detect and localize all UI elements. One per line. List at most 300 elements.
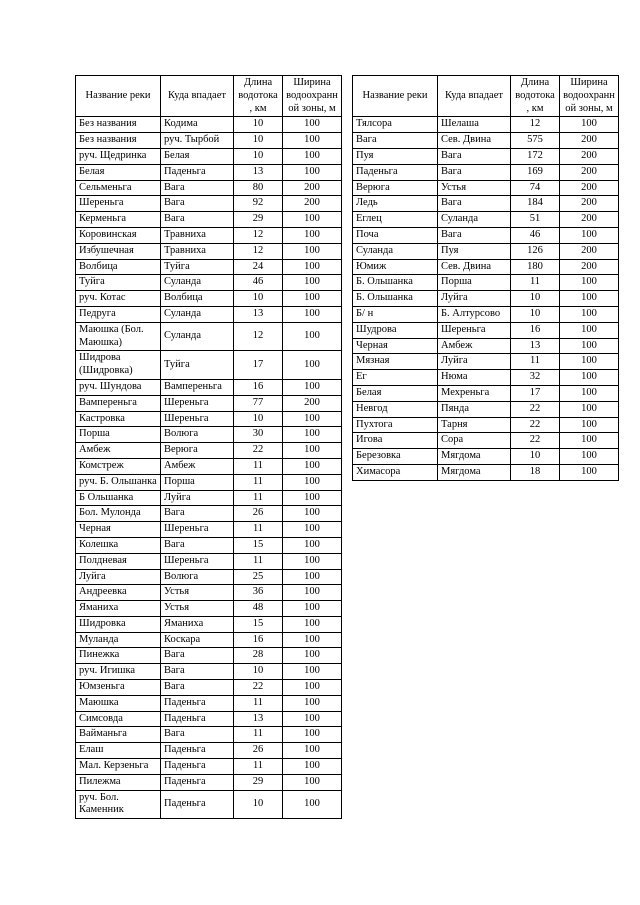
table-row [76, 306, 342, 322]
table-row [76, 759, 342, 775]
table-row [76, 458, 342, 474]
zone-width-cell: 100 [283, 632, 342, 648]
river-name-cell: Паденьга [353, 164, 438, 180]
river-name-cell: Тялсора [353, 117, 438, 133]
flows-into-cell: Вага [161, 648, 234, 664]
river-name-cell: Игова [353, 433, 438, 449]
river-name-cell: Без названия [76, 117, 161, 133]
flows-into-cell: Шереньга [161, 522, 234, 538]
length-cell: 22 [511, 401, 560, 417]
zone-width-cell: 100 [560, 306, 619, 322]
river-name-cell: Юмиж [353, 259, 438, 275]
flows-into-cell: Вага [161, 537, 234, 553]
table-row [76, 411, 342, 427]
zone-width-cell: 100 [560, 385, 619, 401]
table-row [76, 275, 342, 291]
table-row [76, 243, 342, 259]
zone-width-cell: 100 [560, 291, 619, 307]
flows-into-cell: Сев. Двина [438, 259, 511, 275]
zone-width-cell: 100 [283, 664, 342, 680]
flows-into-cell: Белая [161, 148, 234, 164]
table-row [76, 180, 342, 196]
zone-width-cell: 100 [283, 243, 342, 259]
table-row [76, 632, 342, 648]
zone-width-cell: 100 [283, 601, 342, 617]
table-row [353, 322, 619, 338]
river-name-cell: Белая [76, 164, 161, 180]
table-row [353, 164, 619, 180]
river-name-cell: Поча [353, 227, 438, 243]
flows-into-cell: Паденьга [161, 790, 234, 819]
flows-into-cell: Травниха [161, 227, 234, 243]
length-cell: 10 [234, 117, 283, 133]
table-row [76, 148, 342, 164]
zone-width-cell: 100 [283, 743, 342, 759]
flows-into-cell: Паденьга [161, 774, 234, 790]
flows-into-cell: Паденьга [161, 695, 234, 711]
river-name-cell: Амбеж [76, 443, 161, 459]
column-header: Ширина водоохранной зоны, м [560, 76, 619, 117]
table-row [76, 553, 342, 569]
zone-width-cell: 200 [560, 133, 619, 149]
zone-width-cell: 100 [283, 680, 342, 696]
length-cell: 92 [234, 196, 283, 212]
flows-into-cell: Вага [161, 727, 234, 743]
river-name-cell: Химасора [353, 464, 438, 480]
table-row [353, 291, 619, 307]
length-cell: 10 [234, 664, 283, 680]
zone-width-cell: 100 [283, 585, 342, 601]
flows-into-cell: Вага [161, 664, 234, 680]
zone-width-cell: 100 [283, 427, 342, 443]
length-cell: 74 [511, 180, 560, 196]
length-cell: 10 [511, 291, 560, 307]
flows-into-cell: Паденьга [161, 759, 234, 775]
length-cell: 51 [511, 212, 560, 228]
zone-width-cell: 100 [283, 379, 342, 395]
length-cell: 22 [234, 443, 283, 459]
zone-width-cell: 100 [283, 458, 342, 474]
river-name-cell: Березовка [353, 449, 438, 465]
length-cell: 10 [234, 148, 283, 164]
flows-into-cell: Волюга [161, 427, 234, 443]
zone-width-cell: 100 [560, 275, 619, 291]
river-name-cell: Шереньга [76, 196, 161, 212]
length-cell: 24 [234, 259, 283, 275]
river-name-cell: руч. Щедринка [76, 148, 161, 164]
flows-into-cell: Устья [161, 585, 234, 601]
length-cell: 25 [234, 569, 283, 585]
table-row [76, 395, 342, 411]
flows-into-cell: Мехреньга [438, 385, 511, 401]
length-cell: 10 [234, 411, 283, 427]
length-cell: 17 [234, 351, 283, 380]
table-row [76, 585, 342, 601]
river-name-cell: Б/ н [353, 306, 438, 322]
river-name-cell: Суланда [353, 243, 438, 259]
rivers-table-right [352, 75, 619, 481]
zone-width-cell: 100 [283, 164, 342, 180]
length-cell: 575 [511, 133, 560, 149]
table-row [353, 370, 619, 386]
length-cell: 10 [234, 133, 283, 149]
column-header: Ширина водоохранной зоны, м [283, 76, 342, 117]
flows-into-cell: Верюга [161, 443, 234, 459]
length-cell: 169 [511, 164, 560, 180]
length-cell: 80 [234, 180, 283, 196]
zone-width-cell: 100 [283, 727, 342, 743]
zone-width-cell: 100 [560, 322, 619, 338]
flows-into-cell: руч. Тырбой [161, 133, 234, 149]
table-row [76, 490, 342, 506]
flows-into-cell: Шереньга [438, 322, 511, 338]
zone-width-cell: 100 [283, 648, 342, 664]
river-name-cell: Шидрова (Шидровка) [76, 351, 161, 380]
flows-into-cell: Амбеж [161, 458, 234, 474]
table-row [76, 322, 342, 351]
length-cell: 184 [511, 196, 560, 212]
table-row [76, 648, 342, 664]
zone-width-cell: 100 [283, 695, 342, 711]
flows-into-cell: Паденьга [161, 164, 234, 180]
flows-into-cell: Коскара [161, 632, 234, 648]
length-cell: 13 [511, 338, 560, 354]
zone-width-cell: 100 [283, 227, 342, 243]
length-cell: 16 [234, 632, 283, 648]
river-name-cell: Луйга [76, 569, 161, 585]
table-row [76, 443, 342, 459]
table-row [353, 180, 619, 196]
length-cell: 36 [234, 585, 283, 601]
flows-into-cell: Устья [438, 180, 511, 196]
flows-into-cell: Мягдома [438, 464, 511, 480]
zone-width-cell: 100 [283, 351, 342, 380]
flows-into-cell: Луйга [438, 291, 511, 307]
table-row [353, 401, 619, 417]
river-name-cell: Ег [353, 370, 438, 386]
length-cell: 29 [234, 774, 283, 790]
zone-width-cell: 100 [283, 212, 342, 228]
river-name-cell: Мал. Керзеньга [76, 759, 161, 775]
zone-width-cell: 100 [283, 506, 342, 522]
table-row [76, 743, 342, 759]
length-cell: 28 [234, 648, 283, 664]
flows-into-cell: Сев. Двина [438, 133, 511, 149]
zone-width-cell: 100 [283, 259, 342, 275]
flows-into-cell: Суланда [161, 306, 234, 322]
table-row [76, 774, 342, 790]
table-row [353, 117, 619, 133]
zone-width-cell: 100 [283, 490, 342, 506]
header-row [353, 76, 619, 117]
flows-into-cell: Нюма [438, 370, 511, 386]
table-row [76, 695, 342, 711]
zone-width-cell: 100 [283, 774, 342, 790]
column-header: Название реки [353, 76, 438, 117]
river-name-cell: Мязная [353, 354, 438, 370]
zone-width-cell: 100 [283, 306, 342, 322]
flows-into-cell: Вага [438, 164, 511, 180]
zone-width-cell: 200 [560, 148, 619, 164]
table-row [76, 537, 342, 553]
river-name-cell: руч. Игишка [76, 664, 161, 680]
flows-into-cell: Травниха [161, 243, 234, 259]
river-name-cell: Избушечная [76, 243, 161, 259]
length-cell: 13 [234, 711, 283, 727]
table-row [353, 433, 619, 449]
river-name-cell: Порша [76, 427, 161, 443]
table-row [76, 291, 342, 307]
zone-width-cell: 100 [283, 553, 342, 569]
flows-into-cell: Вага [438, 227, 511, 243]
length-cell: 180 [511, 259, 560, 275]
table-row [76, 522, 342, 538]
zone-width-cell: 100 [283, 759, 342, 775]
table-row [76, 616, 342, 632]
table-row [353, 243, 619, 259]
river-name-cell: Ледь [353, 196, 438, 212]
length-cell: 10 [234, 790, 283, 819]
length-cell: 46 [511, 227, 560, 243]
length-cell: 11 [234, 490, 283, 506]
flows-into-cell: Сора [438, 433, 511, 449]
zone-width-cell: 100 [283, 117, 342, 133]
river-name-cell: Колешка [76, 537, 161, 553]
length-cell: 13 [234, 164, 283, 180]
flows-into-cell: Суланда [438, 212, 511, 228]
zone-width-cell: 100 [283, 443, 342, 459]
length-cell: 26 [234, 506, 283, 522]
river-name-cell: Бол. Мулонда [76, 506, 161, 522]
flows-into-cell: Луйга [161, 490, 234, 506]
table-row [76, 569, 342, 585]
length-cell: 172 [511, 148, 560, 164]
rivers-table-left [75, 75, 342, 819]
table-row [76, 680, 342, 696]
table-row [76, 259, 342, 275]
table-row [353, 385, 619, 401]
length-cell: 15 [234, 616, 283, 632]
flows-into-cell: Шелаша [438, 117, 511, 133]
river-name-cell: Шудрова [353, 322, 438, 338]
length-cell: 11 [234, 553, 283, 569]
river-name-cell: Шидровка [76, 616, 161, 632]
length-cell: 18 [511, 464, 560, 480]
flows-into-cell: Луйга [438, 354, 511, 370]
length-cell: 11 [234, 759, 283, 775]
length-cell: 11 [234, 522, 283, 538]
table-row [76, 506, 342, 522]
flows-into-cell: Волюга [161, 569, 234, 585]
table-row [353, 338, 619, 354]
zone-width-cell: 100 [560, 433, 619, 449]
river-name-cell: Комстреж [76, 458, 161, 474]
zone-width-cell: 100 [560, 417, 619, 433]
river-name-cell: Еглец [353, 212, 438, 228]
river-name-cell: руч. Б. Ольшанка [76, 474, 161, 490]
zone-width-cell: 100 [560, 449, 619, 465]
river-name-cell: Черная [76, 522, 161, 538]
flows-into-cell: Мягдома [438, 449, 511, 465]
river-name-cell: Пуя [353, 148, 438, 164]
flows-into-cell: Тарня [438, 417, 511, 433]
length-cell: 16 [234, 379, 283, 395]
flows-into-cell: Порша [438, 275, 511, 291]
river-name-cell: Без названия [76, 133, 161, 149]
table-row [76, 196, 342, 212]
table-row [76, 727, 342, 743]
river-name-cell: Вага [353, 133, 438, 149]
zone-width-cell: 200 [560, 212, 619, 228]
zone-width-cell: 100 [283, 291, 342, 307]
table-row [76, 601, 342, 617]
table-row [353, 227, 619, 243]
table-row [353, 417, 619, 433]
zone-width-cell: 100 [560, 370, 619, 386]
length-cell: 32 [511, 370, 560, 386]
table-row [353, 133, 619, 149]
flows-into-cell: Шереньга [161, 553, 234, 569]
length-cell: 11 [511, 275, 560, 291]
river-name-cell: Пилежма [76, 774, 161, 790]
river-name-cell: Маюшка [76, 695, 161, 711]
table-row [353, 306, 619, 322]
table-row [353, 259, 619, 275]
length-cell: 77 [234, 395, 283, 411]
flows-into-cell: Паденьга [161, 743, 234, 759]
zone-width-cell: 100 [283, 790, 342, 819]
river-name-cell: Сельменьга [76, 180, 161, 196]
flows-into-cell: Вага [161, 196, 234, 212]
zone-width-cell: 200 [560, 164, 619, 180]
river-name-cell: Верюга [353, 180, 438, 196]
flows-into-cell: Паденьга [161, 711, 234, 727]
length-cell: 22 [511, 433, 560, 449]
river-name-cell: Муланда [76, 632, 161, 648]
flows-into-cell: Суланда [161, 322, 234, 351]
zone-width-cell: 200 [283, 395, 342, 411]
river-name-cell: Маюшка (Бол. Маюшка) [76, 322, 161, 351]
length-cell: 15 [234, 537, 283, 553]
zone-width-cell: 200 [560, 259, 619, 275]
length-cell: 11 [234, 474, 283, 490]
zone-width-cell: 100 [283, 275, 342, 291]
zone-width-cell: 100 [283, 522, 342, 538]
zone-width-cell: 100 [283, 616, 342, 632]
river-name-cell: Б. Ольшанка [353, 291, 438, 307]
flows-into-cell: Пянда [438, 401, 511, 417]
table-row [353, 148, 619, 164]
length-cell: 30 [234, 427, 283, 443]
river-name-cell: Полдневая [76, 553, 161, 569]
length-cell: 11 [511, 354, 560, 370]
river-name-cell: руч. Бол. Каменник [76, 790, 161, 819]
river-name-cell: Волбица [76, 259, 161, 275]
length-cell: 29 [234, 212, 283, 228]
table-row [76, 164, 342, 180]
river-name-cell: Невгод [353, 401, 438, 417]
flows-into-cell: Волбица [161, 291, 234, 307]
flows-into-cell: Вага [161, 212, 234, 228]
flows-into-cell: Вага [438, 196, 511, 212]
river-name-cell: руч. Котас [76, 291, 161, 307]
length-cell: 48 [234, 601, 283, 617]
flows-into-cell: Б. Алтурсово [438, 306, 511, 322]
zone-width-cell: 200 [560, 196, 619, 212]
flows-into-cell: Шереньга [161, 411, 234, 427]
zone-width-cell: 100 [283, 411, 342, 427]
table-row [353, 464, 619, 480]
table-row [353, 196, 619, 212]
river-name-cell: Андреевка [76, 585, 161, 601]
zone-width-cell: 100 [560, 117, 619, 133]
table-row [76, 427, 342, 443]
river-name-cell: Керменьга [76, 212, 161, 228]
river-name-cell: Туйга [76, 275, 161, 291]
zone-width-cell: 100 [560, 227, 619, 243]
length-cell: 11 [234, 727, 283, 743]
zone-width-cell: 100 [283, 537, 342, 553]
length-cell: 11 [234, 695, 283, 711]
river-name-cell: Пухтога [353, 417, 438, 433]
flows-into-cell: Шереньга [161, 395, 234, 411]
flows-into-cell: Амбеж [438, 338, 511, 354]
length-cell: 17 [511, 385, 560, 401]
river-name-cell: Елаш [76, 743, 161, 759]
flows-into-cell: Кодима [161, 117, 234, 133]
table-row [76, 227, 342, 243]
zone-width-cell: 200 [560, 180, 619, 196]
river-name-cell: Вайманьга [76, 727, 161, 743]
zone-width-cell: 100 [283, 322, 342, 351]
zone-width-cell: 100 [560, 338, 619, 354]
river-name-cell: Педруга [76, 306, 161, 322]
length-cell: 26 [234, 743, 283, 759]
flows-into-cell: Вага [438, 148, 511, 164]
flows-into-cell: Вага [161, 506, 234, 522]
zone-width-cell: 200 [283, 196, 342, 212]
zone-width-cell: 100 [560, 354, 619, 370]
flows-into-cell: Яманиха [161, 616, 234, 632]
length-cell: 22 [234, 680, 283, 696]
flows-into-cell: Туйга [161, 351, 234, 380]
length-cell: 12 [234, 243, 283, 259]
table-row [76, 133, 342, 149]
river-name-cell: Черная [353, 338, 438, 354]
length-cell: 11 [234, 458, 283, 474]
table-row [353, 449, 619, 465]
table-row [76, 117, 342, 133]
length-cell: 16 [511, 322, 560, 338]
flows-into-cell: Устья [161, 601, 234, 617]
flows-into-cell: Порша [161, 474, 234, 490]
table-row [76, 351, 342, 380]
flows-into-cell: Туйга [161, 259, 234, 275]
table-row [76, 379, 342, 395]
table-row [76, 664, 342, 680]
river-name-cell: Б. Ольшанка [353, 275, 438, 291]
length-cell: 10 [511, 306, 560, 322]
river-name-cell: Пинежка [76, 648, 161, 664]
zone-width-cell: 100 [283, 711, 342, 727]
river-name-cell: Кастровка [76, 411, 161, 427]
zone-width-cell: 100 [283, 148, 342, 164]
length-cell: 46 [234, 275, 283, 291]
zone-width-cell: 100 [560, 401, 619, 417]
zone-width-cell: 100 [283, 133, 342, 149]
table-row [353, 354, 619, 370]
zone-width-cell: 100 [283, 474, 342, 490]
